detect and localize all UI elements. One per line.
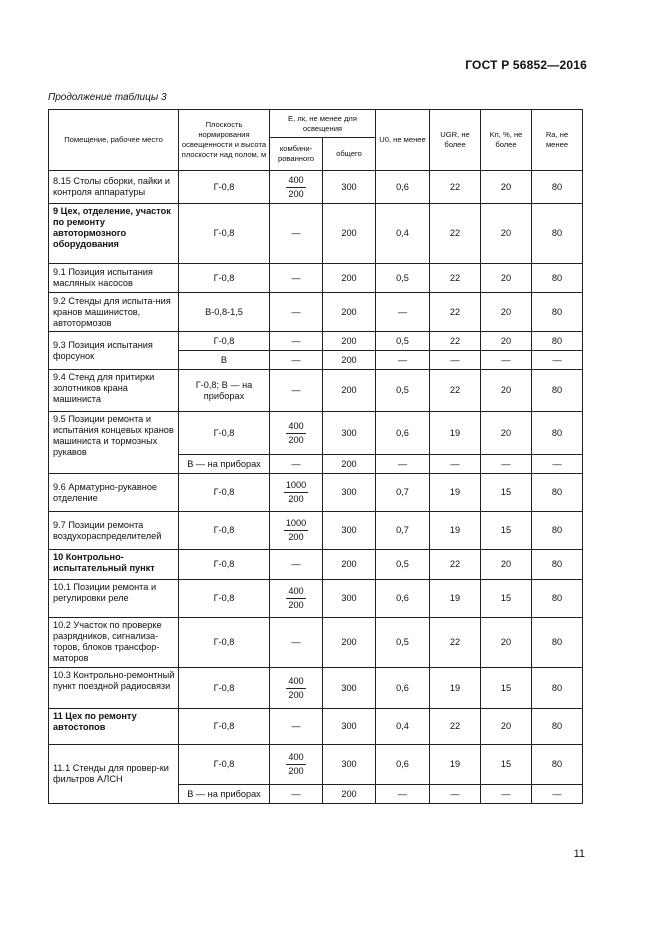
table-row <box>49 668 583 709</box>
col-combined-header: комбини-рованного <box>270 138 323 171</box>
fraction <box>286 421 305 446</box>
col-kp-header: Kп, %, не более <box>481 110 532 171</box>
cell-kp: 20 <box>481 412 532 455</box>
cell-plane: Г-0,8 <box>179 668 270 709</box>
cell-room: 9 Цех, отделение, участок по ремонту автотормозного оборудования <box>49 204 179 264</box>
cell-ra: 80 <box>532 668 583 709</box>
cell-ra: 80 <box>532 550 583 580</box>
cell-gen: 300 <box>323 474 376 512</box>
cell-comb <box>270 668 323 709</box>
cell-gen: 300 <box>323 171 376 204</box>
cell-ugr: 19 <box>430 745 481 785</box>
fraction <box>286 175 305 200</box>
cell-ra: — <box>532 351 583 370</box>
col-illuminance-header: E, лк, не менее для освещения <box>270 110 376 138</box>
cell-gen: 200 <box>323 204 376 264</box>
table-row <box>49 293 583 332</box>
cell-kp: — <box>481 785 532 804</box>
cell-u0: 0,6 <box>376 171 430 204</box>
cell-u0: 0,6 <box>376 580 430 618</box>
cell-kp: 15 <box>481 745 532 785</box>
cell-plane: Г-0,8 <box>179 512 270 550</box>
cell-comb <box>270 474 323 512</box>
cell-plane: Г-0,8; В — на приборах <box>179 370 270 412</box>
cell-plane: Г-0,8 <box>179 474 270 512</box>
cell-ugr: 22 <box>430 293 481 332</box>
cell-plane: В-0,8-1,5 <box>179 293 270 332</box>
fraction-numerator: 400 <box>286 586 305 599</box>
cell-u0: — <box>376 455 430 474</box>
cell-u0: 0,4 <box>376 204 430 264</box>
cell-kp: 20 <box>481 204 532 264</box>
cell-room: 10 Контрольно-испытательный пункт <box>49 550 179 580</box>
cell-ra: 80 <box>532 264 583 293</box>
cell-ra: 80 <box>532 171 583 204</box>
cell-ra: 80 <box>532 293 583 332</box>
cell-plane: Г-0,8 <box>179 171 270 204</box>
cell-kp: 20 <box>481 293 532 332</box>
cell-u0: — <box>376 293 430 332</box>
cell-u0: 0,7 <box>376 474 430 512</box>
cell-gen: 300 <box>323 512 376 550</box>
cell-gen: 300 <box>323 709 376 745</box>
cell-ra: 80 <box>532 412 583 455</box>
cell-comb: — <box>270 293 323 332</box>
table-body <box>49 171 583 804</box>
cell-ugr: 19 <box>430 474 481 512</box>
cell-gen: 200 <box>323 618 376 668</box>
col-plane-header: Плоскость нормирования освещенности и высота плоскости над полом, м <box>179 110 270 171</box>
cell-room: 9.3 Позиция испытания форсунок <box>49 332 179 370</box>
col-general-header: общего <box>323 138 376 171</box>
cell-kp: 15 <box>481 668 532 709</box>
table-caption: Продолжение таблицы 3 <box>48 92 167 103</box>
cell-room: 10.2 Участок по проверке разрядников, сигнализа-торов, блоков трансфор-маторов <box>49 618 179 668</box>
fraction-numerator: 400 <box>286 175 305 188</box>
cell-ra: 80 <box>532 709 583 745</box>
cell-ra: 80 <box>532 332 583 351</box>
document-id: ГОСТ Р 56852—2016 <box>465 58 587 72</box>
fraction <box>286 752 305 777</box>
cell-comb <box>270 745 323 785</box>
fraction-numerator: 400 <box>286 752 305 765</box>
cell-ra: 80 <box>532 204 583 264</box>
cell-ugr: 19 <box>430 412 481 455</box>
cell-u0: — <box>376 351 430 370</box>
cell-gen: 200 <box>323 264 376 293</box>
cell-kp: 20 <box>481 709 532 745</box>
cell-u0: 0,5 <box>376 264 430 293</box>
table-row <box>49 745 583 785</box>
fraction-numerator: 1000 <box>284 518 308 531</box>
cell-ugr: 19 <box>430 580 481 618</box>
cell-plane: Г-0,8 <box>179 204 270 264</box>
table-row <box>49 332 583 351</box>
cell-comb <box>270 171 323 204</box>
table-row <box>49 550 583 580</box>
cell-room: 10.3 Контрольно-ремонтный пункт поездной радиосвязи <box>49 668 179 709</box>
table-row <box>49 204 583 264</box>
cell-kp: 15 <box>481 580 532 618</box>
cell-gen: 300 <box>323 580 376 618</box>
cell-u0: 0,5 <box>376 370 430 412</box>
cell-room: 8.15 Столы сборки, пайки и контроля аппаратуры <box>49 171 179 204</box>
cell-ugr: 22 <box>430 370 481 412</box>
cell-room: 10.1 Позиции ремонта и регулировки реле <box>49 580 179 618</box>
cell-kp: — <box>481 351 532 370</box>
table-row <box>49 709 583 745</box>
fraction-numerator: 400 <box>286 421 305 434</box>
cell-ra: — <box>532 785 583 804</box>
cell-ugr: — <box>430 785 481 804</box>
col-ugr-header: UGR, не более <box>430 110 481 171</box>
cell-ugr: 22 <box>430 171 481 204</box>
fraction-denominator: 200 <box>288 766 304 776</box>
cell-plane: В — на приборах <box>179 455 270 474</box>
lighting-norms-table <box>48 109 583 804</box>
cell-plane: Г-0,8 <box>179 332 270 351</box>
cell-ugr: 19 <box>430 512 481 550</box>
fraction-denominator: 200 <box>288 434 304 445</box>
cell-kp: 15 <box>481 512 532 550</box>
cell-ra: 80 <box>532 512 583 550</box>
cell-kp: 20 <box>481 550 532 580</box>
fraction-numerator: 400 <box>286 676 305 689</box>
cell-ugr: — <box>430 351 481 370</box>
cell-gen: 200 <box>323 455 376 474</box>
cell-ugr: 22 <box>430 709 481 745</box>
cell-room: 9.5 Позиции ремонта и испытания концевых кранов машиниста и тормозных рукавов <box>49 412 179 474</box>
cell-room: 11 Цех по ремонту автостопов <box>49 709 179 745</box>
cell-gen: 300 <box>323 668 376 709</box>
cell-plane: Г-0,8 <box>179 580 270 618</box>
cell-gen: 200 <box>323 332 376 351</box>
cell-plane: Г-0,8 <box>179 745 270 785</box>
cell-gen: 200 <box>323 351 376 370</box>
cell-comb <box>270 512 323 550</box>
table-row <box>49 171 583 204</box>
cell-ugr: 22 <box>430 550 481 580</box>
table-row <box>49 264 583 293</box>
cell-u0: 0,7 <box>376 512 430 550</box>
table-row <box>49 474 583 512</box>
cell-room: 9.4 Стенд для притирки золотников крана машиниста <box>49 370 179 412</box>
cell-u0: 0,5 <box>376 550 430 580</box>
cell-gen: 200 <box>323 370 376 412</box>
cell-ugr: 22 <box>430 264 481 293</box>
cell-kp: 20 <box>481 618 532 668</box>
cell-comb: — <box>270 550 323 580</box>
cell-u0: — <box>376 785 430 804</box>
fraction <box>284 480 308 505</box>
fraction <box>284 518 308 543</box>
cell-comb: — <box>270 618 323 668</box>
cell-comb: — <box>270 351 323 370</box>
cell-room: 9.1 Позиция испытания масляных насосов <box>49 264 179 293</box>
cell-kp: 15 <box>481 474 532 512</box>
cell-plane: В <box>179 351 270 370</box>
col-ra-header: Ra, не менее <box>532 110 583 171</box>
cell-room: 11.1 Стенды для провер-ки фильтров АЛСН <box>49 745 179 804</box>
fraction <box>286 586 305 611</box>
cell-ra: 80 <box>532 618 583 668</box>
cell-kp: 20 <box>481 171 532 204</box>
fraction-denominator: 200 <box>288 494 304 504</box>
table-row <box>49 512 583 550</box>
cell-u0: 0,6 <box>376 745 430 785</box>
cell-ra: 80 <box>532 745 583 785</box>
fraction <box>286 676 305 701</box>
cell-u0: 0,5 <box>376 332 430 351</box>
cell-comb <box>270 412 323 455</box>
cell-plane: Г-0,8 <box>179 412 270 455</box>
cell-plane: Г-0,8 <box>179 709 270 745</box>
cell-gen: 200 <box>323 293 376 332</box>
fraction-denominator: 200 <box>288 689 304 700</box>
table-row <box>49 618 583 668</box>
cell-comb: — <box>270 709 323 745</box>
page-number: 11 <box>573 848 585 860</box>
fraction-denominator: 200 <box>288 532 304 542</box>
cell-ugr: 22 <box>430 332 481 351</box>
cell-gen: 200 <box>323 785 376 804</box>
table-row <box>49 370 583 412</box>
cell-comb: — <box>270 332 323 351</box>
col-u0-header: U0, не менее <box>376 110 430 171</box>
table-row <box>49 580 583 618</box>
cell-room: 9.6 Арматурно-рукавное отделение <box>49 474 179 512</box>
fraction-numerator: 1000 <box>284 480 308 493</box>
cell-kp: 20 <box>481 370 532 412</box>
table-row <box>49 412 583 455</box>
cell-ra: 80 <box>532 580 583 618</box>
cell-room: 9.7 Позиции ремонта воздухораспределителей <box>49 512 179 550</box>
cell-u0: 0,6 <box>376 668 430 709</box>
cell-room: 9.2 Стенды для испыта-ния кранов машинистов, автотормозов <box>49 293 179 332</box>
cell-kp: 20 <box>481 264 532 293</box>
cell-plane: В — на приборах <box>179 785 270 804</box>
cell-u0: 0,6 <box>376 412 430 455</box>
cell-ugr: 19 <box>430 668 481 709</box>
col-room-header: Помещение, рабочее место <box>49 110 179 171</box>
cell-plane: Г-0,8 <box>179 550 270 580</box>
cell-gen: 300 <box>323 412 376 455</box>
cell-ugr: 22 <box>430 204 481 264</box>
cell-comb: — <box>270 370 323 412</box>
cell-comb: — <box>270 204 323 264</box>
cell-comb: — <box>270 785 323 804</box>
cell-plane: Г-0,8 <box>179 264 270 293</box>
cell-plane: Г-0,8 <box>179 618 270 668</box>
fraction-denominator: 200 <box>288 600 304 610</box>
cell-comb: — <box>270 264 323 293</box>
cell-ugr: 22 <box>430 618 481 668</box>
cell-kp: — <box>481 455 532 474</box>
cell-comb <box>270 580 323 618</box>
fraction-denominator: 200 <box>288 188 304 199</box>
cell-comb: — <box>270 455 323 474</box>
cell-ra: 80 <box>532 474 583 512</box>
cell-u0: 0,5 <box>376 618 430 668</box>
cell-gen: 200 <box>323 550 376 580</box>
cell-ra: 80 <box>532 370 583 412</box>
cell-ra: — <box>532 455 583 474</box>
cell-kp: 20 <box>481 332 532 351</box>
cell-u0: 0,4 <box>376 709 430 745</box>
cell-gen: 300 <box>323 745 376 785</box>
cell-ugr: — <box>430 455 481 474</box>
